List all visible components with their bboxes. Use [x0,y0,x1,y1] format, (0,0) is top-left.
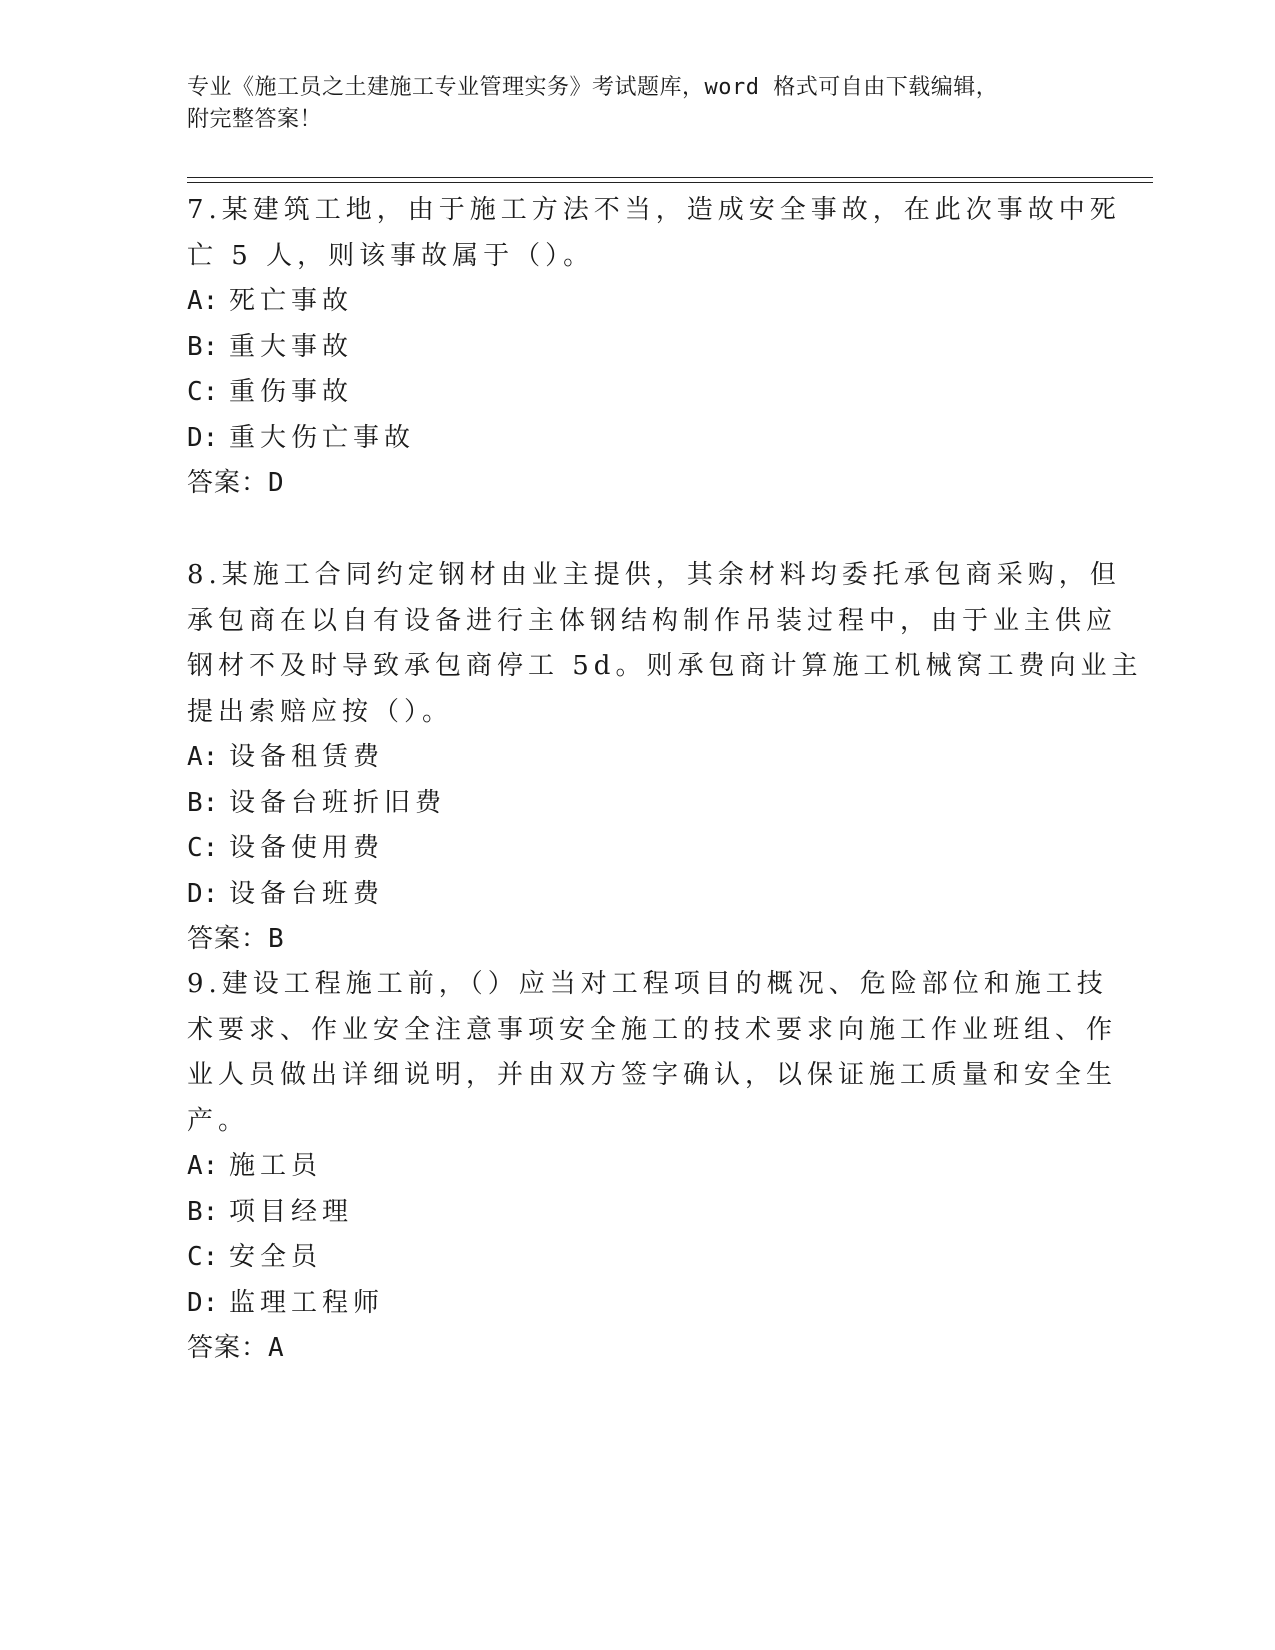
option-letter: C: [187,377,219,407]
answer-label: 答案： [187,468,269,498]
option-d [187,416,1087,462]
answer-line [187,1326,1087,1372]
option-letter: C: [187,1242,219,1272]
option-text: 设备台班折旧费 [229,787,447,818]
question-stem-line: 术要求、作业安全注意事项安全施工的技术要求向施工作业班组、作 [187,1014,1118,1045]
answer-value: D [268,468,285,498]
option-c [187,1235,1087,1281]
option-letter: B: [187,1196,219,1227]
answer-value: A [268,1333,285,1363]
option-letter: C: [187,833,219,863]
header-divider-bottom [187,182,1153,183]
answer-line [187,917,1087,963]
question-stem-line: 承包商在以自有设备进行主体钢结构制作吊装过程中，由于业主供应 [187,605,1118,636]
option-c [187,826,1087,872]
option-text: 设备使用费 [229,833,385,863]
option-a [187,1144,1087,1190]
question-stem-line: 8.某施工合同约定钢材由业主提供，其余材料均委托承包商采购，但 [187,560,1121,590]
option-text: 重大伤亡事故 [229,422,416,453]
question-7 [187,188,1121,507]
question-9 [187,962,1118,1372]
option-a [187,735,1087,781]
option-letter: A: [187,1151,219,1181]
option-letter: A: [187,286,219,316]
option-b [187,1190,1087,1236]
option-letter: D: [187,878,219,909]
option-c [187,370,1087,416]
option-text: 重伤事故 [229,377,354,407]
option-text: 项目经理 [229,1196,354,1227]
question-stem-line: 提出索赔应按（）。 [187,696,454,727]
question-8 [187,553,1143,963]
option-letter: B: [187,331,219,362]
answer-label: 答案： [187,1333,269,1363]
option-d [187,1281,1087,1327]
option-b [187,325,1087,371]
option-a [187,279,1087,325]
option-text: 死亡事故 [229,286,354,316]
option-text: 设备租赁费 [229,742,385,772]
question-stem-line: 亡 5 人，则该事故属于（）。 [187,240,595,271]
answer-label: 答案： [187,924,269,954]
question-stem-line: 产。 [187,1105,250,1136]
option-letter: A: [187,742,219,772]
option-text: 安全员 [229,1242,323,1272]
question-stem-line: 业人员做出详细说明，并由双方签字确认，以保证施工质量和安全生 [187,1060,1118,1090]
option-text: 重大事故 [229,331,354,362]
option-text: 监理工程师 [229,1287,385,1318]
option-text: 施工员 [229,1151,323,1181]
header-line-2: 附完整答案！ [187,107,323,132]
option-b [187,781,1087,827]
question-stem-line: 7.某建筑工地，由于施工方法不当，造成安全事故，在此次事故中死 [187,195,1121,225]
answer-value: B [268,924,285,954]
option-text: 设备台班费 [229,878,385,909]
option-letter: D: [187,1287,219,1318]
header-divider-top [187,177,1153,178]
option-d [187,872,1087,918]
answer-line [187,461,1087,507]
question-stem-line: 钢材不及时导致承包商停工 5d。则承包商计算施工机械窝工费向业主 [187,651,1143,681]
header-line-1: 专业《施工员之土建施工专业管理实务》考试题库，word 格式可自由下载编辑， [187,75,999,100]
question-stem-line: 9.建设工程施工前，（）应当对工程项目的概况、危险部位和施工技 [187,969,1108,999]
option-letter: D: [187,422,219,453]
option-letter: B: [187,787,219,818]
document-header [187,72,1067,136]
